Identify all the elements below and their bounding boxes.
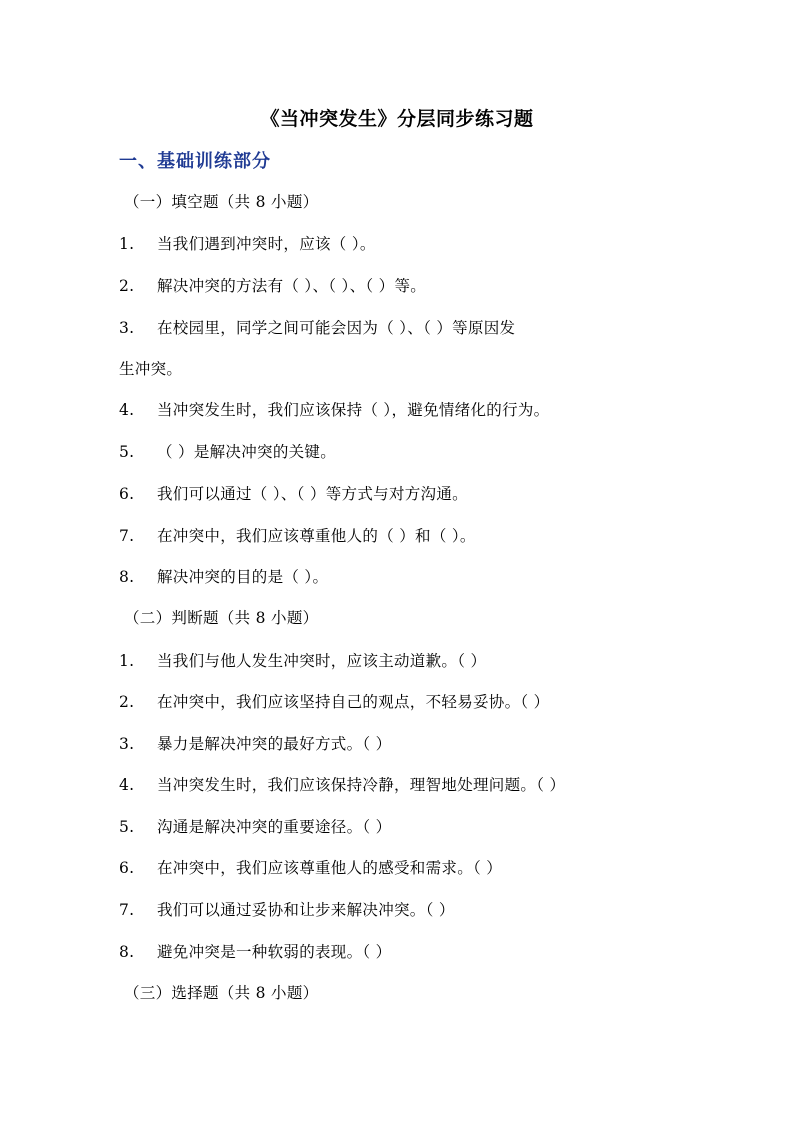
item-text: 当冲突发生时，我们应该保持（ ），避免情绪化的行为。 <box>157 401 550 419</box>
multiple-choice-heading: （三）选择题（共 8 小题） <box>124 984 319 1002</box>
true-false-heading: （二）判断题（共 8 小题） <box>124 609 319 627</box>
item-number: 2. <box>119 693 135 711</box>
fill-blank-item <box>119 482 468 504</box>
true-false-item <box>119 940 391 962</box>
item-number: 1. <box>119 235 135 253</box>
item-text: 当我们与他人发生冲突时，应该主动道歉。（ ） <box>157 652 487 670</box>
true-false-item <box>119 856 502 878</box>
true-false-item <box>119 773 565 795</box>
item-number: 1. <box>119 652 135 670</box>
item-text: 当冲突发生时，我们应该保持冷静，理智地处理问题。（ ） <box>157 776 566 794</box>
true-false-item <box>119 732 391 754</box>
fill-blank-item <box>119 398 549 420</box>
item-text: 避免冲突是一种软弱的表现。（ ） <box>157 943 392 961</box>
item-number: 3. <box>119 319 135 337</box>
fill-blank-item <box>119 524 476 546</box>
item-number: 5. <box>119 443 135 461</box>
fill-blank-item-continuation <box>119 357 182 379</box>
item-number: 2. <box>119 277 135 295</box>
item-text: 暴力是解决冲突的最好方式。（ ） <box>157 735 392 753</box>
item-number: 7. <box>119 901 135 919</box>
item-text: 在冲突中，我们应该尊重他人的（ ）和（ ）。 <box>157 527 476 545</box>
item-number: 6. <box>119 859 135 877</box>
item-text: 我们可以通过妥协和让步来解决冲突。（ ） <box>157 901 455 919</box>
item-text: 在冲突中，我们应该坚持自己的观点，不轻易妥协。（ ） <box>157 693 550 711</box>
fill-blank-item <box>119 274 426 296</box>
item-number: 4. <box>119 401 135 419</box>
page-title: 《当冲突发生》分层同步练习题 <box>260 108 534 130</box>
item-number: 7. <box>119 527 135 545</box>
fill-blank-item <box>119 440 336 462</box>
true-false-item <box>119 815 391 837</box>
item-number: 5. <box>119 818 135 836</box>
item-text: 在校园里，同学之间可能会因为（ ）、（ ）等原因发 <box>157 319 516 337</box>
true-false-item <box>119 898 455 920</box>
item-text: 当我们遇到冲突时，应该（ ）。 <box>157 235 376 253</box>
fill-blank-heading: （一）填空题（共 8 小题） <box>124 193 319 211</box>
item-text: 沟通是解决冲突的重要途径。（ ） <box>157 818 392 836</box>
item-text: 在冲突中，我们应该尊重他人的感受和需求。（ ） <box>157 859 503 877</box>
item-number: 6. <box>119 485 135 503</box>
item-text: 生冲突。 <box>119 360 183 378</box>
item-text: 我们可以通过（ ）、（ ）等方式与对方沟通。 <box>157 485 468 503</box>
item-number: 3. <box>119 735 135 753</box>
fill-blank-item <box>119 232 376 254</box>
item-text: （ ）是解决冲突的关键。 <box>157 443 337 461</box>
fill-blank-item <box>119 565 328 587</box>
item-text: 解决冲突的目的是（ ）。 <box>157 568 329 586</box>
true-false-item <box>119 649 486 671</box>
item-number: 8. <box>119 568 135 586</box>
section-heading: 一、基础训练部分 <box>119 151 271 172</box>
item-text: 解决冲突的方法有（ ）、（ ）、（ ）等。 <box>157 277 427 295</box>
fill-blank-item <box>119 316 515 338</box>
item-number: 4. <box>119 776 135 794</box>
true-false-item <box>119 690 549 712</box>
item-number: 8. <box>119 943 135 961</box>
